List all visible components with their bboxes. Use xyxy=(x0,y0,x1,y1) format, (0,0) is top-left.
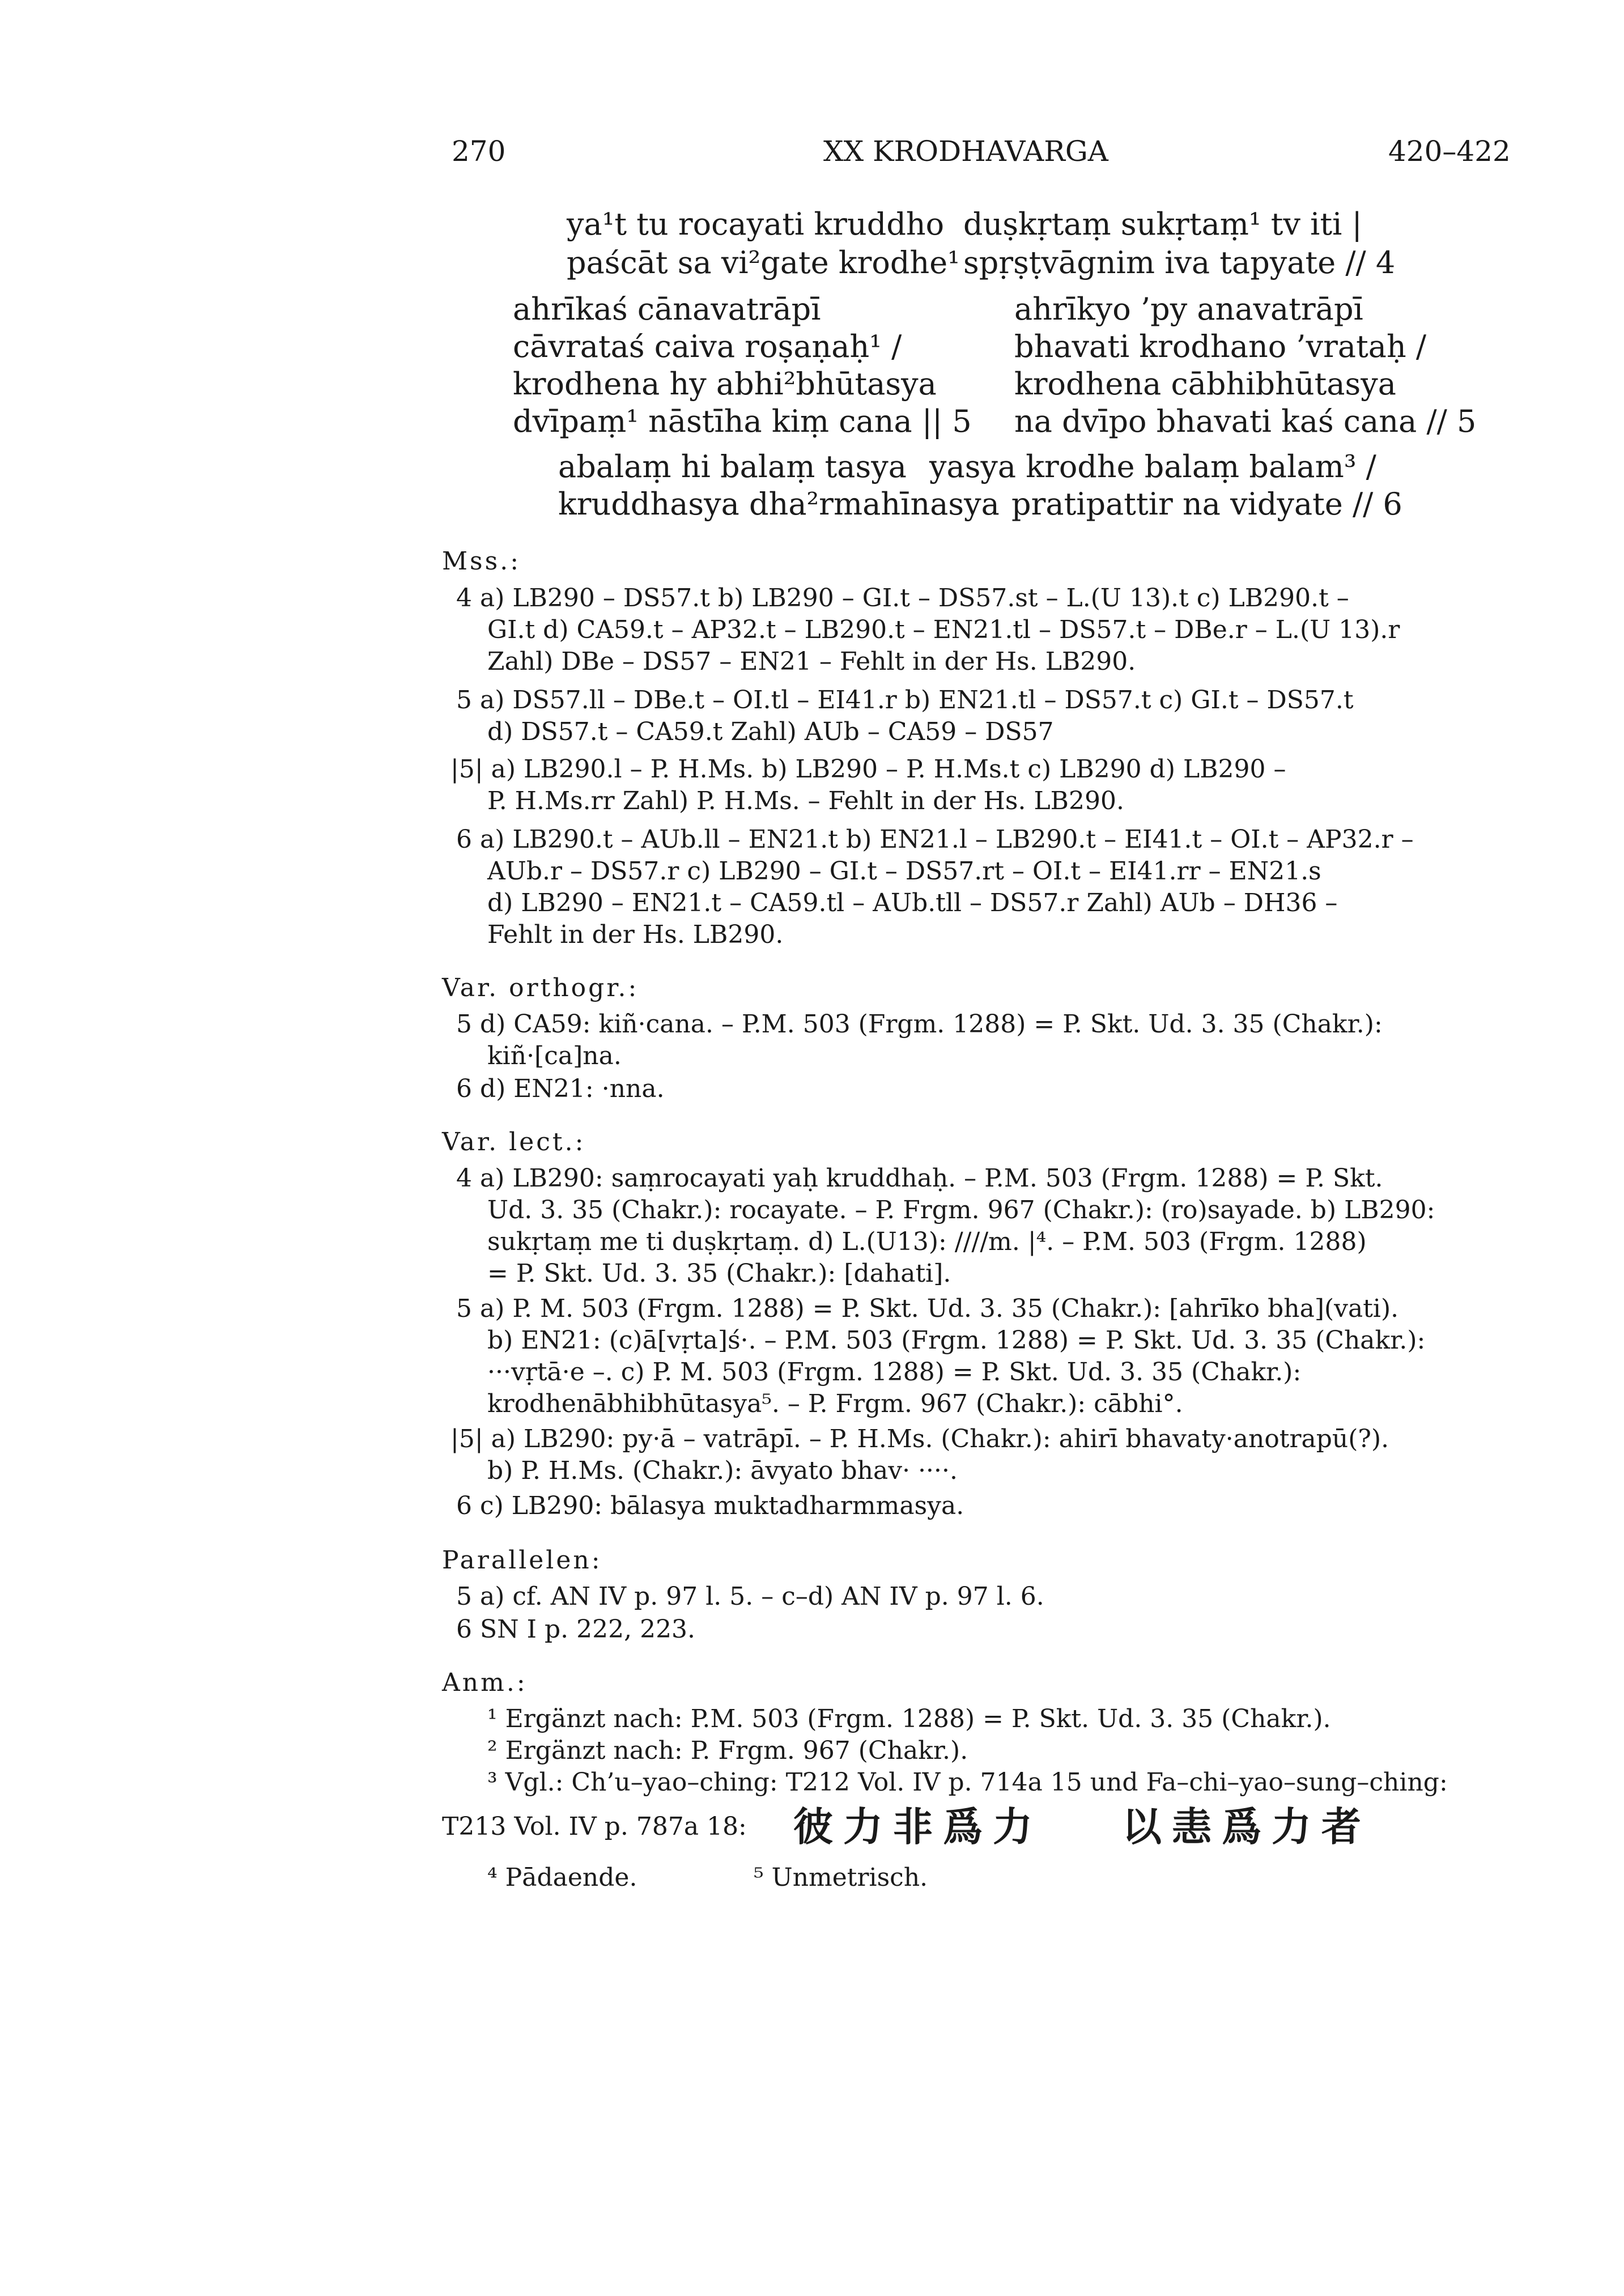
verse-5-left-d: dvīpaṃ¹ nāstīha kiṃ cana || 5 xyxy=(513,403,972,439)
anm-title: Anm.: xyxy=(442,1668,528,1697)
var-lect-line: |5| a) LB290: py·ā – vatrāpī. – P. H.Ms. (Chakr.): ahirī bhavaty·anotrapū(?). xyxy=(450,1425,1389,1453)
verse-5-left-b: cāvrataś caiva roṣaṇaḥ¹ / xyxy=(513,329,902,364)
var-lect-title: Var. lect.: xyxy=(442,1128,586,1156)
verse-6-right-b: pratipattir na vidyate // 6 xyxy=(1011,486,1402,522)
var-lect-line: ···vṛtā·e –. c) P. M. 503 (Frgm. 1288) = P. Skt. Ud. 3. 35 (Chakr.): xyxy=(487,1358,1302,1387)
anm-note-1: ¹ Ergänzt nach: P.M. 503 (Frgm. 1288) = P. Skt. Ud. 3. 35 (Chakr.). xyxy=(487,1704,1331,1733)
verse-4-right-a: duṣkṛtaṃ sukṛtaṃ¹ tv iti | xyxy=(963,206,1362,242)
verse-range: 420–422 xyxy=(1388,135,1511,168)
verse-5-right-a: ahrīkyo ’py anavatrāpī xyxy=(1014,291,1363,327)
verse-4-left-b: paścāt sa vi²gate krodhe¹ xyxy=(567,245,960,280)
var-lect-line: sukṛtaṃ me ti duṣkṛtaṃ. d) L.(U13): ////m. |⁴. – P.M. 503 (Frgm. 1288) xyxy=(487,1227,1367,1256)
verse-5-left-c: krodhena hy abhi²bhūtasya xyxy=(513,366,937,402)
verse-6-right-a: yasya krodhe balaṃ balam³ / xyxy=(929,449,1376,484)
var-lect-line: Ud. 3. 35 (Chakr.): rocayate. – P. Frgm. 967 (Chakr.): (ro)sayade. b) LB290: xyxy=(487,1196,1435,1224)
anm-note-2: ² Ergänzt nach: P. Frgm. 967 (Chakr.). xyxy=(487,1736,968,1765)
parallelen-line: 6 SN I p. 222, 223. xyxy=(456,1615,696,1644)
anm-t213-ref: T213 Vol. IV p. 787a 18: xyxy=(442,1812,747,1841)
mss-line: AUb.r – DS57.r c) LB290 – GI.t – DS57.rt – OI.t – EI41.rr – EN21.s xyxy=(487,857,1321,886)
var-orthogr-line: kiñ·[ca]na. xyxy=(487,1041,622,1070)
mss-line: Fehlt in der Hs. LB290. xyxy=(487,920,784,949)
var-lect-line: b) P. H.Ms. (Chakr.): āvyato bhav· ····. xyxy=(487,1456,958,1485)
verse-5-right-b: bhavati krodhano ’vrataḥ / xyxy=(1014,329,1427,364)
mss-line: |5| a) LB290.l – P. H.Ms. b) LB290 – P. H.Ms.t c) LB290 d) LB290 – xyxy=(450,755,1286,784)
mss-line: 4 a) LB290 – DS57.t b) LB290 – GI.t – DS57.st – L.(U 13).t c) LB290.t – xyxy=(456,584,1349,613)
parallelen-title: Parallelen: xyxy=(442,1546,602,1575)
parallelen-line: 5 a) cf. AN IV p. 97 l. 5. – c–d) AN IV p. 97 l. 6. xyxy=(456,1582,1044,1611)
chinese-phrase-2: 以恚爲力者 xyxy=(1122,1803,1371,1850)
chinese-phrase-1: 彼力非爲力 xyxy=(793,1803,1043,1850)
mss-line: d) DS57.t – CA59.t Zahl) AUb – CA59 – DS57 xyxy=(487,717,1054,746)
var-lect-line: = P. Skt. Ud. 3. 35 (Chakr.): [dahati]. xyxy=(487,1259,951,1288)
var-lect-line: 6 c) LB290: bālasya muktadharmmasya. xyxy=(456,1491,964,1520)
verse-5-right-d: na dvīpo bhavati kaś cana // 5 xyxy=(1014,403,1477,439)
mss-line: P. H.Ms.rr Zahl) P. H.Ms. – Fehlt in der Hs. LB290. xyxy=(487,786,1124,815)
mss-line: 6 a) LB290.t – AUb.ll – EN21.t b) EN21.l – LB290.t – EI41.t – OI.t – AP32.r – xyxy=(456,825,1414,854)
mss-line: d) LB290 – EN21.t – CA59.tl – AUb.tll – DS57.r Zahl) AUb – DH36 – xyxy=(487,888,1338,917)
var-lect-line: krodhenābhibhūtasya⁵. – P. Frgm. 967 (Chakr.): cābhi°. xyxy=(487,1389,1183,1418)
mss-line: Zahl) DBe – DS57 – EN21 – Fehlt in der Hs. LB290. xyxy=(487,647,1136,676)
verse-6-left-a: abalaṃ hi balaṃ tasya xyxy=(558,449,907,484)
chapter-title: XX KRODHAVARGA xyxy=(823,135,1108,168)
mss-title: Mss.: xyxy=(442,547,521,576)
verse-5-right-c: krodhena cābhibhūtasya xyxy=(1014,366,1396,402)
verse-5-left-a: ahrīkaś cānavatrāpī xyxy=(513,291,821,327)
anm-note-3: ³ Vgl.: Ch’u–yao–ching: T212 Vol. IV p. 714a 15 und Fa–chi–yao–sung–ching: xyxy=(487,1768,1448,1797)
var-orthogr-line: 6 d) EN21: ·nna. xyxy=(456,1074,665,1103)
verse-4-right-b: spṛṣṭvāgnim iva tapyate // 4 xyxy=(963,245,1396,280)
var-orthogr-title: Var. orthogr.: xyxy=(442,973,639,1002)
var-lect-line: b) EN21: (c)ā[vṛta]ś·. – P.M. 503 (Frgm. 1288) = P. Skt. Ud. 3. 35 (Chakr.): xyxy=(487,1326,1426,1355)
verse-6-left-b: kruddhasya dha²rmahīnasya xyxy=(558,486,1000,522)
anm-note-4: ⁴ Pādaende. xyxy=(487,1863,637,1892)
mss-line: 5 a) DS57.ll – DBe.t – OI.tl – EI41.r b) EN21.tl – DS57.t c) GI.t – DS57.t xyxy=(456,686,1354,715)
mss-line: GI.t d) CA59.t – AP32.t – LB290.t – EN21.tl – DS57.t – DBe.r – L.(U 13).r xyxy=(487,615,1400,644)
verse-4-left-a: ya¹t tu rocayati kruddho xyxy=(567,206,945,242)
var-lect-line: 5 a) P. M. 503 (Frgm. 1288) = P. Skt. Ud. 3. 35 (Chakr.): [ahrīko bha](vati). xyxy=(456,1294,1399,1323)
anm-note-5: ⁵ Unmetrisch. xyxy=(754,1863,928,1892)
page-number: 270 xyxy=(452,135,506,168)
var-lect-line: 4 a) LB290: saṃrocayati yaḥ kruddhaḥ. – P.M. 503 (Frgm. 1288) = P. Skt. xyxy=(456,1164,1383,1193)
var-orthogr-line: 5 d) CA59: kiñ·cana. – P.M. 503 (Frgm. 1288) = P. Skt. Ud. 3. 35 (Chakr.): xyxy=(456,1010,1383,1039)
